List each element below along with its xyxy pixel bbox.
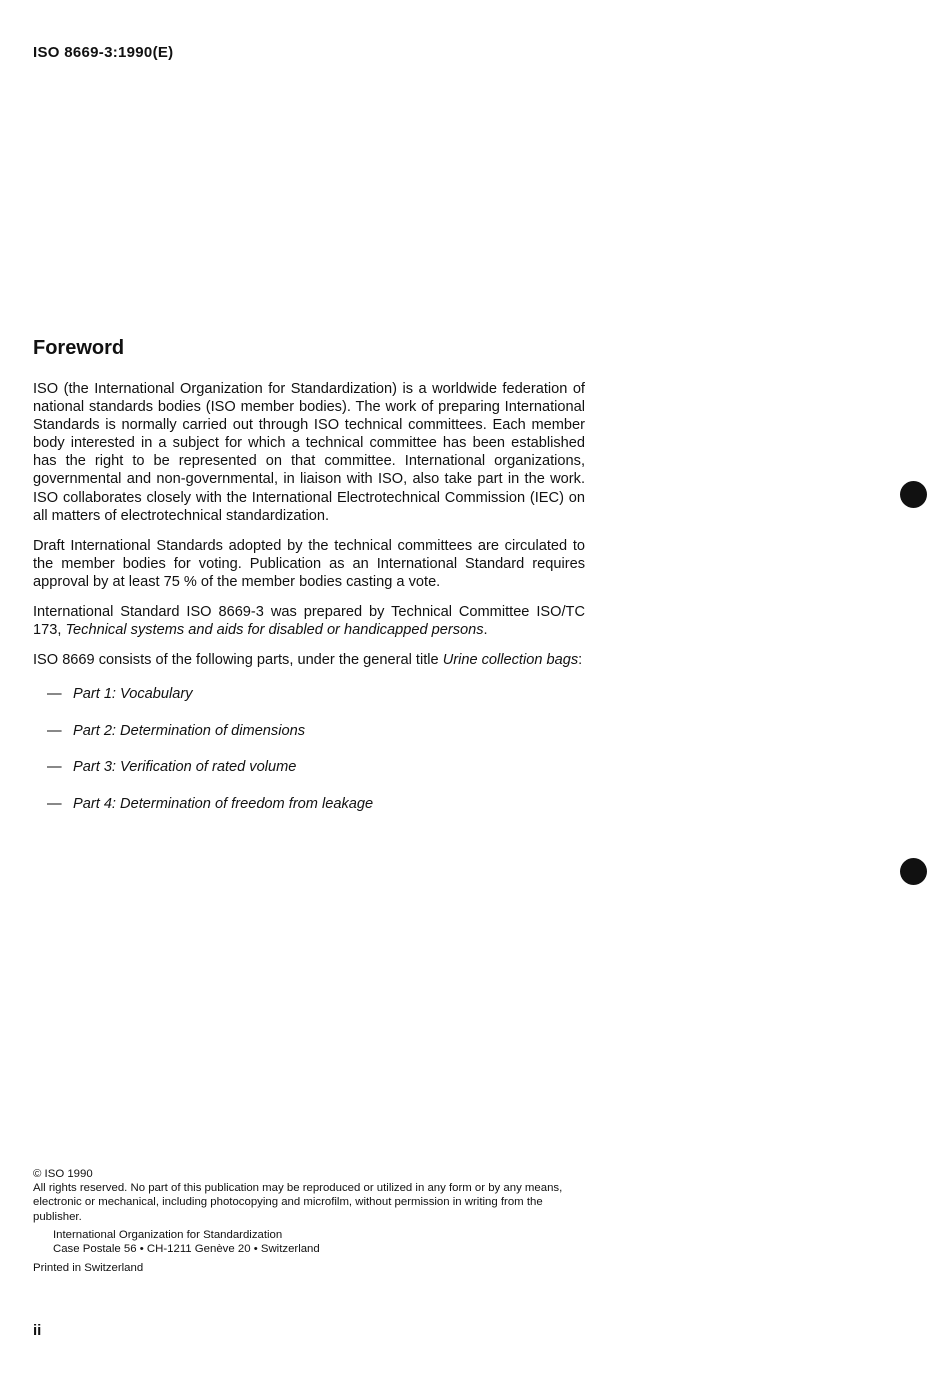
list-item [33,722,585,759]
list-item [33,795,585,832]
list-item [33,685,585,722]
binder-hole-mark-bottom [900,858,927,885]
foreword-body [33,380,585,831]
general-title: Urine collection bags [442,652,579,669]
part-2: Part 2: Determination of dimensions [73,722,305,739]
list-item [33,758,585,795]
parts-list [33,685,585,831]
committee-title: Technical systems and aids for disabled or handicapped persons [65,622,484,639]
list-dash: — [47,759,62,776]
page-title: Foreword [33,337,125,359]
copyright-line: © ISO 1990 [33,1168,93,1180]
binder-hole-mark-top [900,481,927,508]
prepared-by-end: . [483,622,488,639]
parts-intro-text: ISO 8669 consists of the following parts, under the general title [33,652,443,669]
rights-statement: All rights reserved. No part of this publication may be reproduced or utilized in any form or by any means, electronic or mechanical, including photocopying and microfilm, without permission in writing from the publisher. [33,1182,563,1223]
paragraph-parts-intro [33,651,585,669]
part-4: Part 4: Determination of freedom from leakage [73,795,374,812]
document-id: ISO 8669-3:1990(E) [33,44,174,61]
publisher-address [53,1228,593,1256]
paragraph-iso-intro: ISO (the International Organization for Standardization) is a worldwide federation of national standards bodies (ISO member bodies). The work of preparing International Standards is normally carried out through ISO technical committees. Each member body interested in a subject for which a technical committee has been established has the right to be represented on that committee. International organizations, governmental and non-governmental, in liaison with ISO, also take part in the work. ISO collaborates closely with the International Electrotechnical Commission (IEC) on all matters of electrotechnical standardization. [33,381,585,524]
paragraph-draft-standards: Draft International Standards adopted by the technical committees are circulated to the member bodies for voting. Publication as an International Standard requires approval by at least 75 % of the member bodies casting a vote. [33,537,585,590]
list-dash: — [47,722,62,739]
copyright-notice [33,1167,593,1275]
publisher-name: International Organization for Standardization [53,1228,283,1241]
prepared-by-text: International Standard ISO 8669-3 was prepared by Technical Committee ISO/TC 173, [33,604,585,639]
paragraph-prepared-by [33,603,585,639]
postal-address: Case Postale 56 • CH-1211 Genève 20 • Switzerland [53,1243,320,1256]
list-dash: — [47,795,62,812]
page-number: ii [33,1322,42,1339]
parts-intro-end: : [578,652,583,669]
part-3: Part 3: Verification of rated volume [73,759,297,776]
part-1: Part 1: Vocabulary [73,686,193,703]
list-dash: — [47,686,62,703]
printed-in: Printed in Switzerland [33,1262,144,1275]
